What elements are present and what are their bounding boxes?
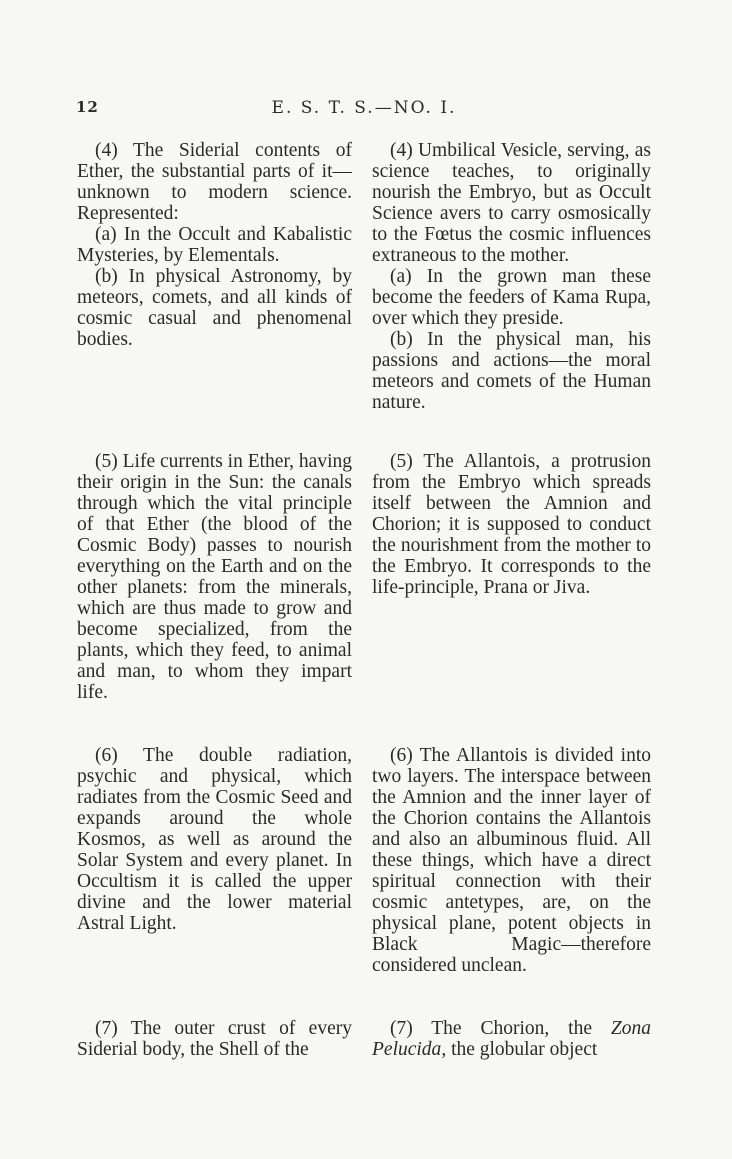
- right-section-4-a: (a) In the grown man these become the feeders of Kama Rupa, over which they preside.: [372, 266, 651, 329]
- right-section-5-text: (5) The Allantois, a protrusion from the Embryo which spreads itself between the Amnion and Chorion; it is supposed to conduct the nourishment from the mother to the Embryo. It corresponds to the life-principle, Prana or Jiva.: [372, 451, 651, 598]
- page-header: [76, 98, 652, 122]
- left-section-6-text: (6) The double radiation, psychic and physical, which radiates from the Cosmic Seed and expands around the whole Kosmos, as well as around the Solar System and every planet. In Occultism it is called the upper divine and the lower material Astral Light.: [77, 745, 352, 934]
- left-section-6: [77, 745, 352, 934]
- left-section-4-a: (a) In the Occult and Kabalistic Mysteries, by Elementals.: [77, 224, 352, 266]
- left-section-4-intro: (4) The Siderial contents of Ether, the substantial parts of it—unknown to modern science. Represented:: [77, 140, 352, 224]
- right-section-6-text: (6) The Allantois is divided into two layers. The interspace between the Amnion and the inner layer of the Chorion contains the Allantois and also an albuminous fluid. All these things, which have a direct spiritual connection with their cosmic antetypes, are, on the physical plane, potent objects in Black Magic—therefore considered unclean.: [372, 745, 651, 976]
- right-section-4-b: (b) In the physical man, his passions and actions—the moral meteors and comets of the Human nature.: [372, 329, 651, 413]
- right-section-6: [372, 745, 651, 976]
- right-section-7-text: [372, 1018, 651, 1060]
- right-section-4-intro: (4) Umbilical Vesicle, serving, as science teaches, to originally nourish the Embryo, but as Occult Science avers to carry osmosically to the Fœtus the cosmic influences extraneous to the mother.: [372, 140, 651, 266]
- left-section-4: [77, 140, 352, 350]
- left-section-7: [77, 1018, 352, 1060]
- right-section-7-pre: (7) The Chorion, the: [390, 1018, 611, 1039]
- left-section-4-b: (b) In physical Astronomy, by meteors, comets, and all kinds of cosmic casual and phenomenal bodies.: [77, 266, 352, 350]
- right-section-4: [372, 140, 651, 413]
- right-section-5: [372, 451, 651, 598]
- right-section-7: [372, 1018, 651, 1060]
- zona-pelucida-term: Zona Pelucida: [372, 1018, 651, 1060]
- running-head: E. S. T. S.—NO. I.: [271, 98, 457, 118]
- right-section-7-post: , the globular object: [441, 1039, 598, 1060]
- left-section-5: [77, 451, 352, 703]
- page-number: 12: [76, 98, 99, 116]
- left-section-7-text: (7) The outer crust of every Siderial body, the Shell of the: [77, 1018, 352, 1060]
- left-section-5-text: (5) Life currents in Ether, having their origin in the Sun: the canals through which the vital principle of that Ether (the blood of the Cosmic Body) passes to nourish everything on the Earth and on the other planets: from the minerals, which are thus made to grow and become specialized, from the plants, which they feed, to animal and man, to whom they impart life.: [77, 451, 352, 703]
